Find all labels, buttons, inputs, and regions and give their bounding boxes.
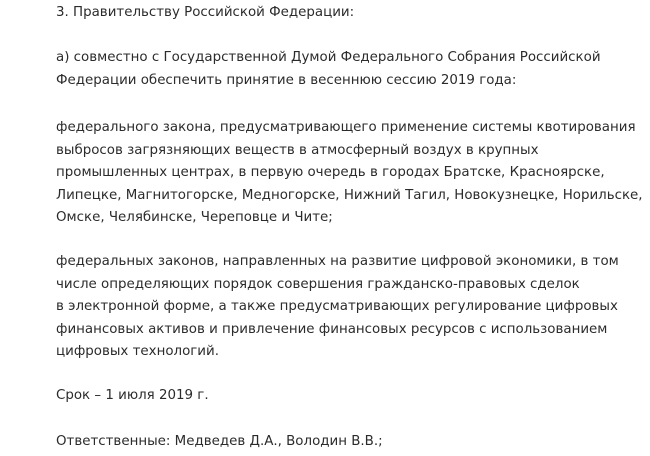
law-2-line-1: федеральных законов, направленных на развитие цифровой экономики, в том <box>56 254 619 269</box>
item-a-paragraph <box>56 47 601 92</box>
federal-law-quota-paragraph <box>56 117 643 230</box>
law-2-line-2: числе определяющих порядок совершения гражданско-правовых сделок <box>56 276 580 292</box>
item-a-line-2: Федерации обеспечить принятие в весеннюю сессию 2019 года: <box>56 72 517 88</box>
section-title-text: 3. Правительству Российской Федерации: <box>56 5 355 20</box>
law-1-line-5: Омске, Челябинске, Череповце и Чите; <box>56 210 333 226</box>
law-1-line-3: промышленных центрах, в первую очередь в городах Братске, Красноярске, <box>56 165 605 181</box>
item-a-line-1: а) совместно с Государственной Думой Федерального Собрания Российской <box>56 50 601 65</box>
responsible-paragraph <box>56 431 383 454</box>
law-1-line-1: федерального закона, предусматривающего применение системы квотирования <box>56 120 636 135</box>
law-2-line-5: цифровых технологий. <box>56 344 219 360</box>
federal-laws-digital-paragraph <box>56 251 619 364</box>
deadline-text: Срок – 1 июля 2019 г. <box>56 388 209 403</box>
law-1-line-2: выбросов загрязняющих веществ в атмосферный воздух в крупных <box>56 142 539 158</box>
deadline-paragraph <box>56 385 209 408</box>
section-title <box>56 2 354 25</box>
law-2-line-4: финансовых активов и привлечение финансовых ресурсов с использованием <box>56 321 608 337</box>
law-1-line-4: Липецке, Магнитогорске, Медногорске, Нижний Тагил, Новокузнецке, Норильске, <box>56 187 643 203</box>
responsible-text: Ответственные: Медведев Д.А., Володин В.В.; <box>56 434 383 449</box>
law-2-line-3: в электронной форме, а также предусматривающих регулирование цифровых <box>56 299 618 315</box>
